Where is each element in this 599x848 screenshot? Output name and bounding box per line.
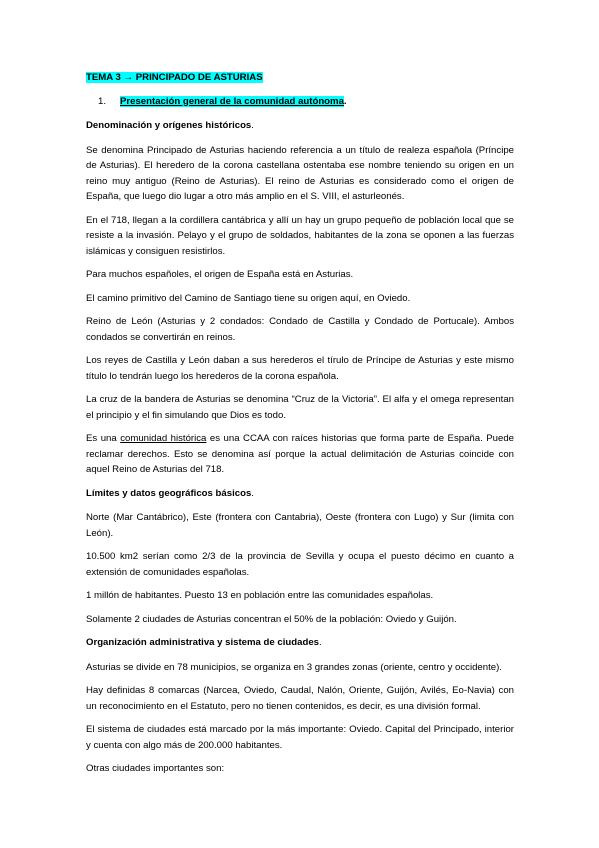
section-heading-text: Denominación y orígenes históricos [86,120,252,131]
paragraph: 10.500 km2 serían como 2/3 de la provincia de Sevilla y ocupa el puesto décimo en cuanto a extensión de comunidades españolas. [86,551,514,578]
list-item-text: Presentación general de la comunidad autónoma [120,95,344,107]
paragraph: Reino de León (Asturias y 2 condados: Condado de Castilla y Condado de Portucale). Ambos condados se convertirán en reinos. [86,316,514,343]
paragraph-rest: es una CCAA con raíces historias que forma parte de España. Puede reclamar derechos. Esto se denomina así porque la actual delimitación de Asturias coincide con aquel Reino de Asturias del 718. [86,433,514,475]
paragraph: El sistema de ciudades está marcado por la más importante: Oviedo. Capital del Principado, interior y cuenta con algo más de 200.000 habitantes. [86,724,514,751]
document-title [86,70,514,86]
paragraph: 1 millón de habitantes. Puesto 13 en población entre las comunidades españolas. [86,590,434,601]
paragraph: La cruz de la bandera de Asturias se denomina “Cruz de la Victoria”. El alfa y el omega representan el principio y el fin simulando que Dios es todo. [86,394,514,421]
paragraph: Se denomina Principado de Asturias haciendo referencia a un título de realeza española (Príncipe de Asturias). El heredero de la corona castellana ostentaba ese nombre teniendo su origen en un reino muy antiguo (Reino de Asturias). El reino de Asturias es considerado como el origen de España, que luego dio lugar a otro más amplio en el S. VIII, el asturleonés. [86,144,514,202]
paragraph-prefix: Es una [86,433,121,444]
paragraph: En el 718, llegan a la cordillera cantábrica y allí un hay un grupo pequeño de población local que se resiste a la invasión. Pelayo y el grupo de soldados, habitantes de la zona se oponen a las fuerzas islámicas y consiguen resistirlos. [86,214,514,257]
paragraph: Norte (Mar Cantábrico), Este (frontera con Cantabria), Oeste (frontera con Lugo) y Sur (limita con León). [86,512,514,539]
section-heading-origins [86,118,514,134]
heading-dot: . [251,487,254,499]
section-heading-organization [86,635,514,651]
paragraph-comunidad-historica [86,431,514,478]
list-number: 1. [98,95,107,107]
heading-dot: . [319,637,322,648]
paragraph: Otras ciudades importantes son: [86,763,225,774]
numbered-list-item [86,94,514,110]
title-highlight: TEMA 3 → PRINCIPADO DE ASTURIAS [86,72,263,83]
paragraph: Los reyes de Castilla y León daban a sus herederos el tírulo de Príncipe de Asturias y este mismo título lo tendrán luego los herederos de la corona española. [86,355,514,382]
section-heading-text: Límites y datos geográficos básicos [86,487,252,499]
paragraph: El camino primitivo del Camino de Santiago tiene su origen aquí, en Oviedo. [86,292,411,304]
paragraph: Hay definidas 8 comarcas (Narcea, Oviedo, Caudal, Nalón, Oriente, Guijón, Avilés, Eo-Navia) con un reconocimiento en el Estatuto, pero no tienen contenidos, es decir, es una división formal. [86,685,514,712]
section-heading-text: Organización administrativa y sistema de ciudades [86,637,319,648]
list-item-suffix: . [343,95,347,107]
underlined-term: comunidad histórica [120,433,207,444]
paragraph: Solamente 2 ciudades de Asturias concentran el 50% de la población: Oviedo y Guijón. [86,613,457,625]
section-heading-limits [86,486,514,502]
heading-dot: . [251,120,254,131]
document-body [86,70,514,785]
paragraph: Asturias se divide en 78 municipios, se organiza en 3 grandes zonas (oriente, centro y occidente). [86,661,502,673]
paragraph: Para muchos españoles, el origen de España está en Asturias. [86,269,354,280]
